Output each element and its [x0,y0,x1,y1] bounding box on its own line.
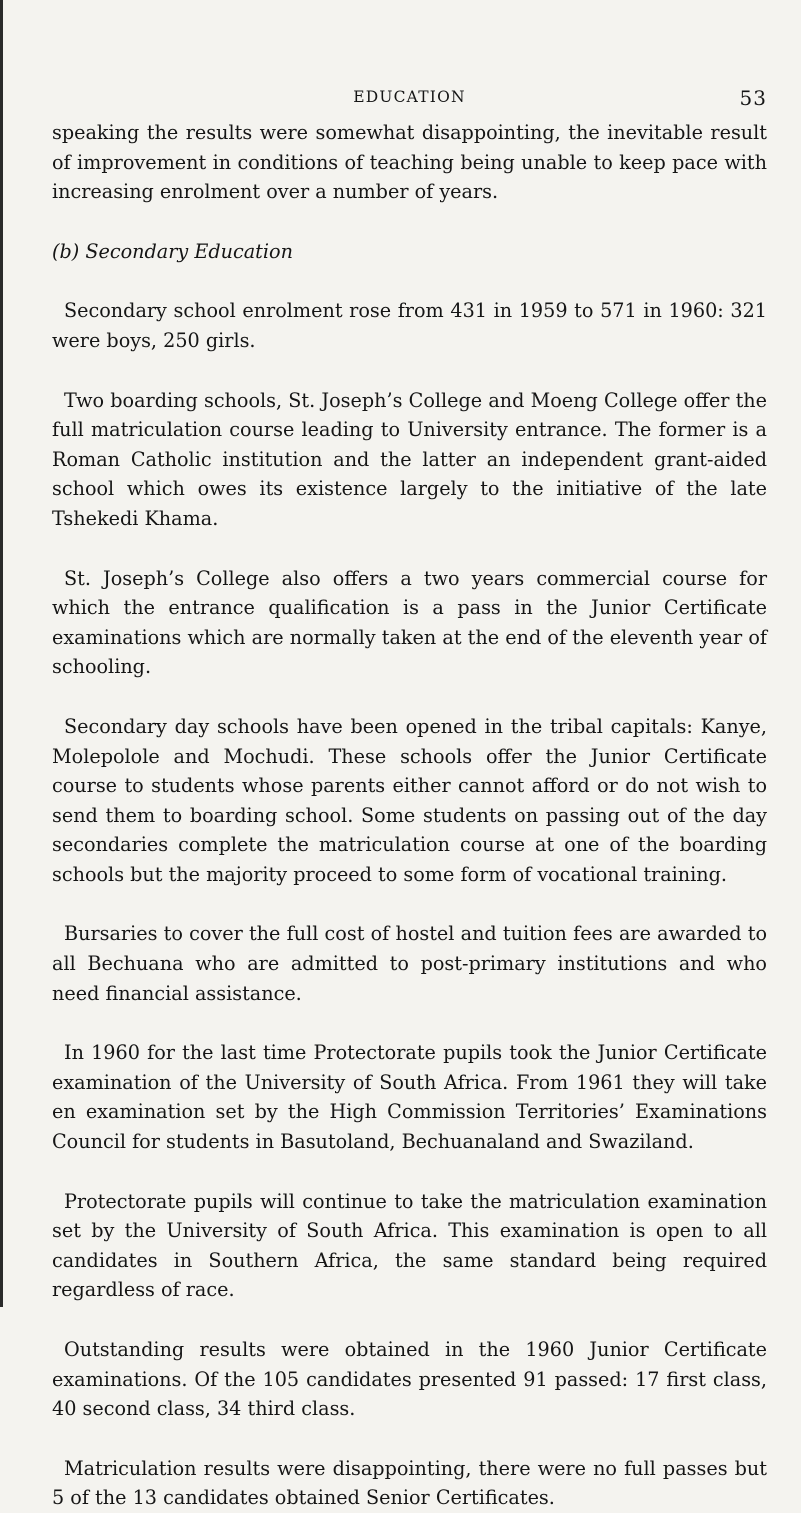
paragraph-boarding-schools: Two boarding schools, St. Joseph’s College and Moeng College offer the full matriculation course leading to University entrance. The former is a Roman Catholic institution and the latter an independent grant-aided school which owes its existence largely to the initiative of the late Tshekedi Khama. [52,388,767,530]
paragraph-matriculation-exam: Protectorate pupils will continue to take the matriculation examination set by the University of South Africa. This examination is open to all candidates in Southern Africa, the same standard being required regardless of race. [52,1189,767,1302]
running-head [52,88,767,118]
paragraph-bursaries: Bursaries to cover the full cost of hostel and tuition fees are awarded to all Bechuana who are admitted to post-primary institutions and who need financial assistance. [52,922,767,1005]
running-head-title: EDUCATION [353,88,466,106]
paragraph-junior-certificate: In 1960 for the last time Protectorate pupils took the Junior Certificate examination of the University of South Africa. From 1961 they will take en examination set by the High Commission Territories’ Examinations Council for students in Basutoland, Bechuanaland and Swaziland. [52,1041,767,1154]
section-heading-secondary-education: (b) Secondary Education [52,239,293,263]
paragraph-commercial-course: St. Joseph’s College also offers a two years commercial course for which the entrance qualification is a pass in the Junior Certificate examinations which are normally taken at the end of the eleventh year of schooling. [52,566,767,679]
paragraph-enrolment: Secondary school enrolment rose from 431 in 1959 to 571 in 1960: 321 were boys, 250 girls. [52,299,767,352]
page-number: 53 [739,86,767,110]
paragraph-day-schools: Secondary day schools have been opened in the tribal capitals: Kanye, Molepolole and Mochudi. These schools offer the Junior Certificate course to students whose parents either cannot afford or do not wish to send them to boarding school. Some students on passing out of the day secondaries complete the matriculation course at one of the boarding schools but the majority proceed to some form of vocational training. [52,714,767,886]
document-page [52,88,767,1513]
scan-edge [0,0,3,1307]
paragraph-continued: speaking the results were somewhat disappointing, the inevitable result of improvement in conditions of teaching being unable to keep pace with increasing enrolment over a number of years. [52,121,767,204]
paragraph-matriculation-results: Matriculation results were disappointing, there were no full passes but 5 of the 13 candidates obtained Senior Certificates. [52,1456,767,1510]
paragraph-junior-results: Outstanding results were obtained in the 1960 Junior Certificate examinations. Of the 105 candidates presented 91 passed: 17 first class, 40 second class, 34 third class. [52,1338,767,1421]
